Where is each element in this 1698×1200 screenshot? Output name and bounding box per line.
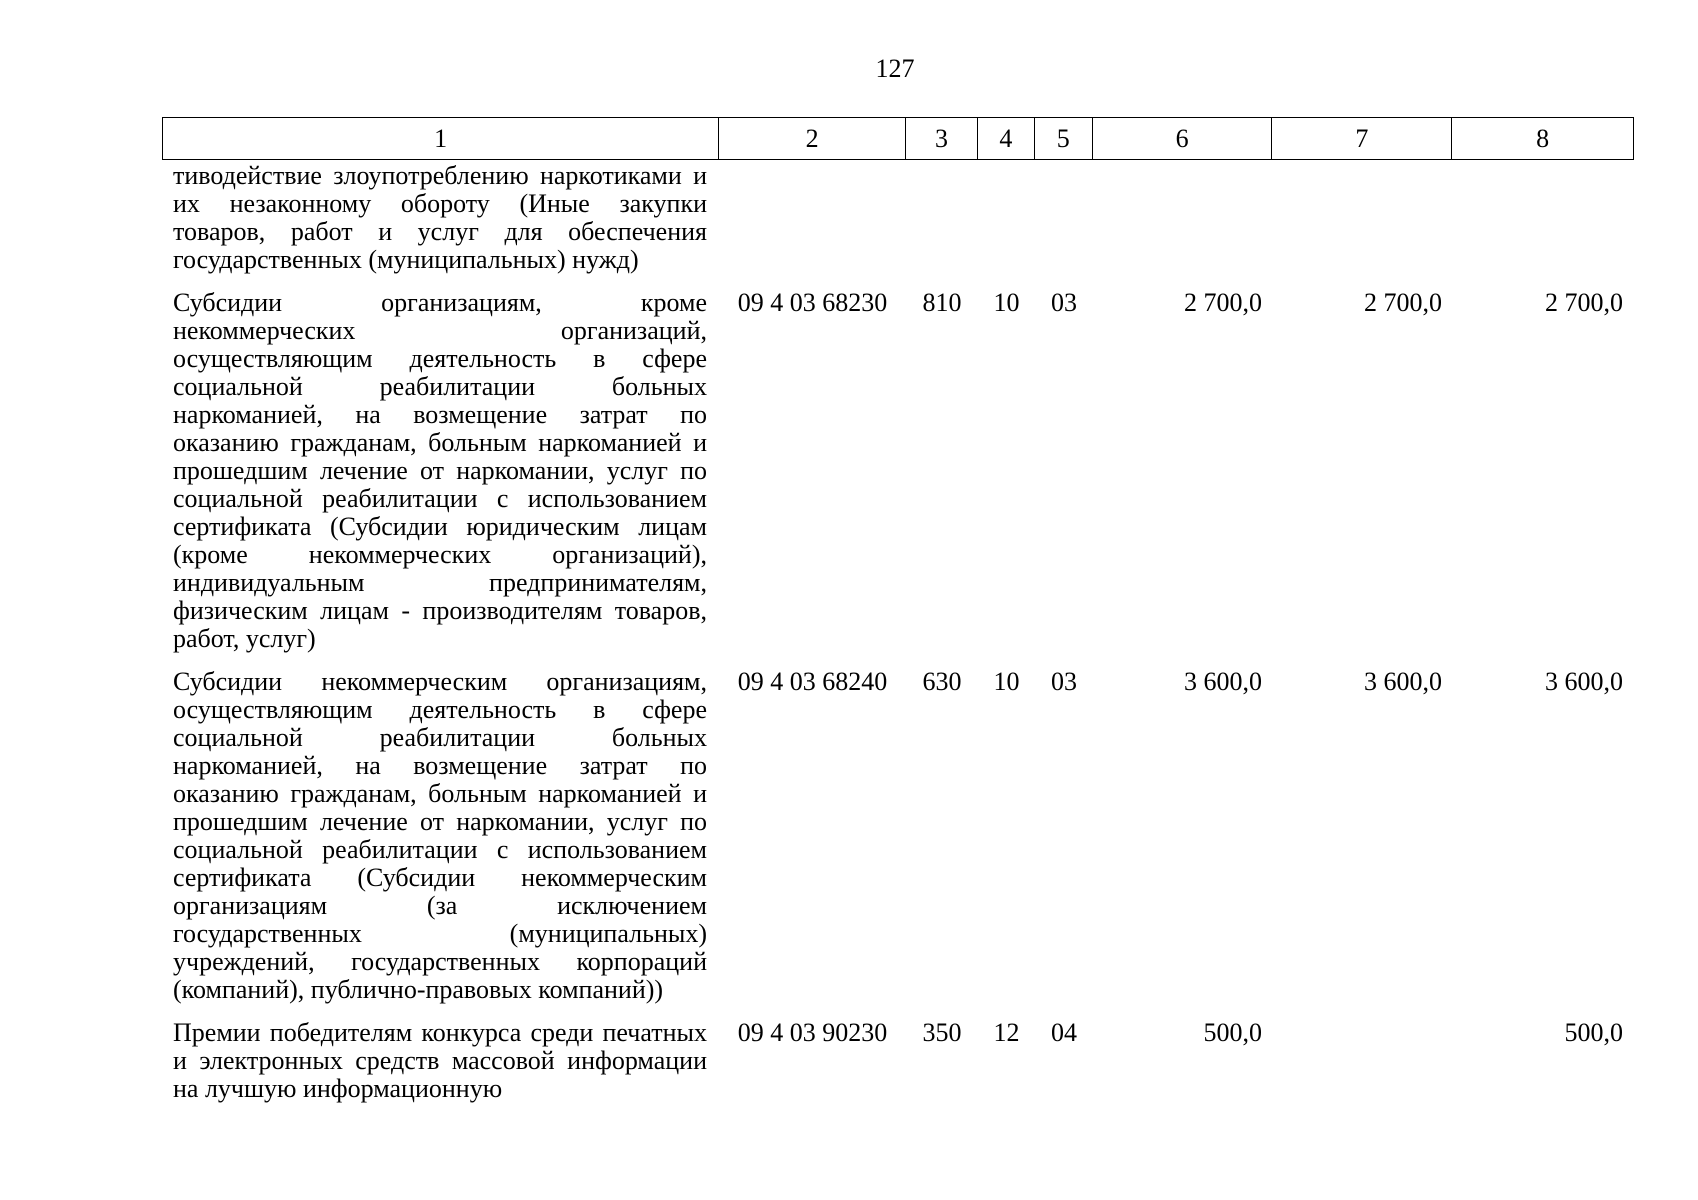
row-code: 09 4 03 90230	[737, 1018, 888, 1047]
row-col-6: 500,0	[1203, 1018, 1262, 1047]
row-description: Субсидии организациям, кроме некоммерческих организаций, осуществляющим деятельность в сфере социальной реабилитации больных наркоманией, на возмещение затрат по оказанию гражданам, больным наркоманией и прошедшим лечение от наркомании, услуг по социальной реабилитации с использованием сертификата (Субсидии юридическим лицам (кроме некоммерческих организаций), индивидуальным предпринимателям, физическим лицам - производителям товаров, работ, услуг)	[173, 288, 707, 653]
header-col-1: 1	[163, 118, 719, 159]
header-col-3: 3	[906, 118, 978, 159]
table-header	[162, 117, 1634, 160]
row-col-8: 3 600,0	[1545, 667, 1623, 696]
table-row	[162, 1019, 1634, 1103]
header-col-6: 6	[1093, 118, 1273, 159]
row-description: Субсидии некоммерческим организациям, осуществляющим деятельность в сфере социальной реабилитации больных наркоманией, на возмещение затрат по оказанию гражданам, больным наркоманией и прошедшим лечение от наркомании, услуг по социальной реабилитации с использованием сертификата (Субсидии некоммерческим организациям (за исключением государственных (муниципальных) учреждений, государственных корпораций (компаний), публично-правовых компаний))	[173, 667, 707, 1004]
row-col-4: 10	[993, 288, 1020, 317]
table-row	[162, 289, 1634, 653]
row-col-5: 03	[1051, 667, 1077, 696]
row-code: 09 4 03 68240	[737, 667, 888, 696]
row-col-5: 03	[1051, 288, 1077, 317]
row-code: 09 4 03 68230	[737, 288, 888, 317]
table-body	[162, 162, 1634, 1103]
header-col-7: 7	[1272, 118, 1452, 159]
page-number: 127	[875, 54, 915, 83]
header-col-2: 2	[719, 118, 906, 159]
row-col-3: 630	[922, 667, 962, 696]
row-col-6: 3 600,0	[1184, 667, 1262, 696]
row-col-3: 350	[922, 1018, 962, 1047]
row-col-4: 10	[993, 667, 1020, 696]
row-col-8: 500,0	[1564, 1018, 1623, 1047]
header-col-5: 5	[1035, 118, 1093, 159]
table-row	[162, 668, 1634, 1004]
row-description: тиводействие злоупотреблению наркотиками и их незаконному обороту (Иные закупки товаров, работ и услуг для обеспечения государственных (муниципальных) нужд)	[173, 161, 707, 274]
row-col-5: 04	[1051, 1018, 1077, 1047]
header-col-4: 4	[978, 118, 1035, 159]
row-description: Премии победителям конкурса среди печатных и электронных средств массовой информации на лучшую информационную	[173, 1018, 707, 1103]
row-col-8: 2 700,0	[1545, 288, 1623, 317]
row-col-7: 2 700,0	[1364, 288, 1442, 317]
row-col-3: 810	[922, 288, 962, 317]
table-row	[162, 162, 1634, 274]
header-col-8: 8	[1536, 123, 1550, 153]
row-col-7: 3 600,0	[1364, 667, 1442, 696]
row-col-4: 12	[993, 1018, 1020, 1047]
row-col-6: 2 700,0	[1184, 288, 1262, 317]
